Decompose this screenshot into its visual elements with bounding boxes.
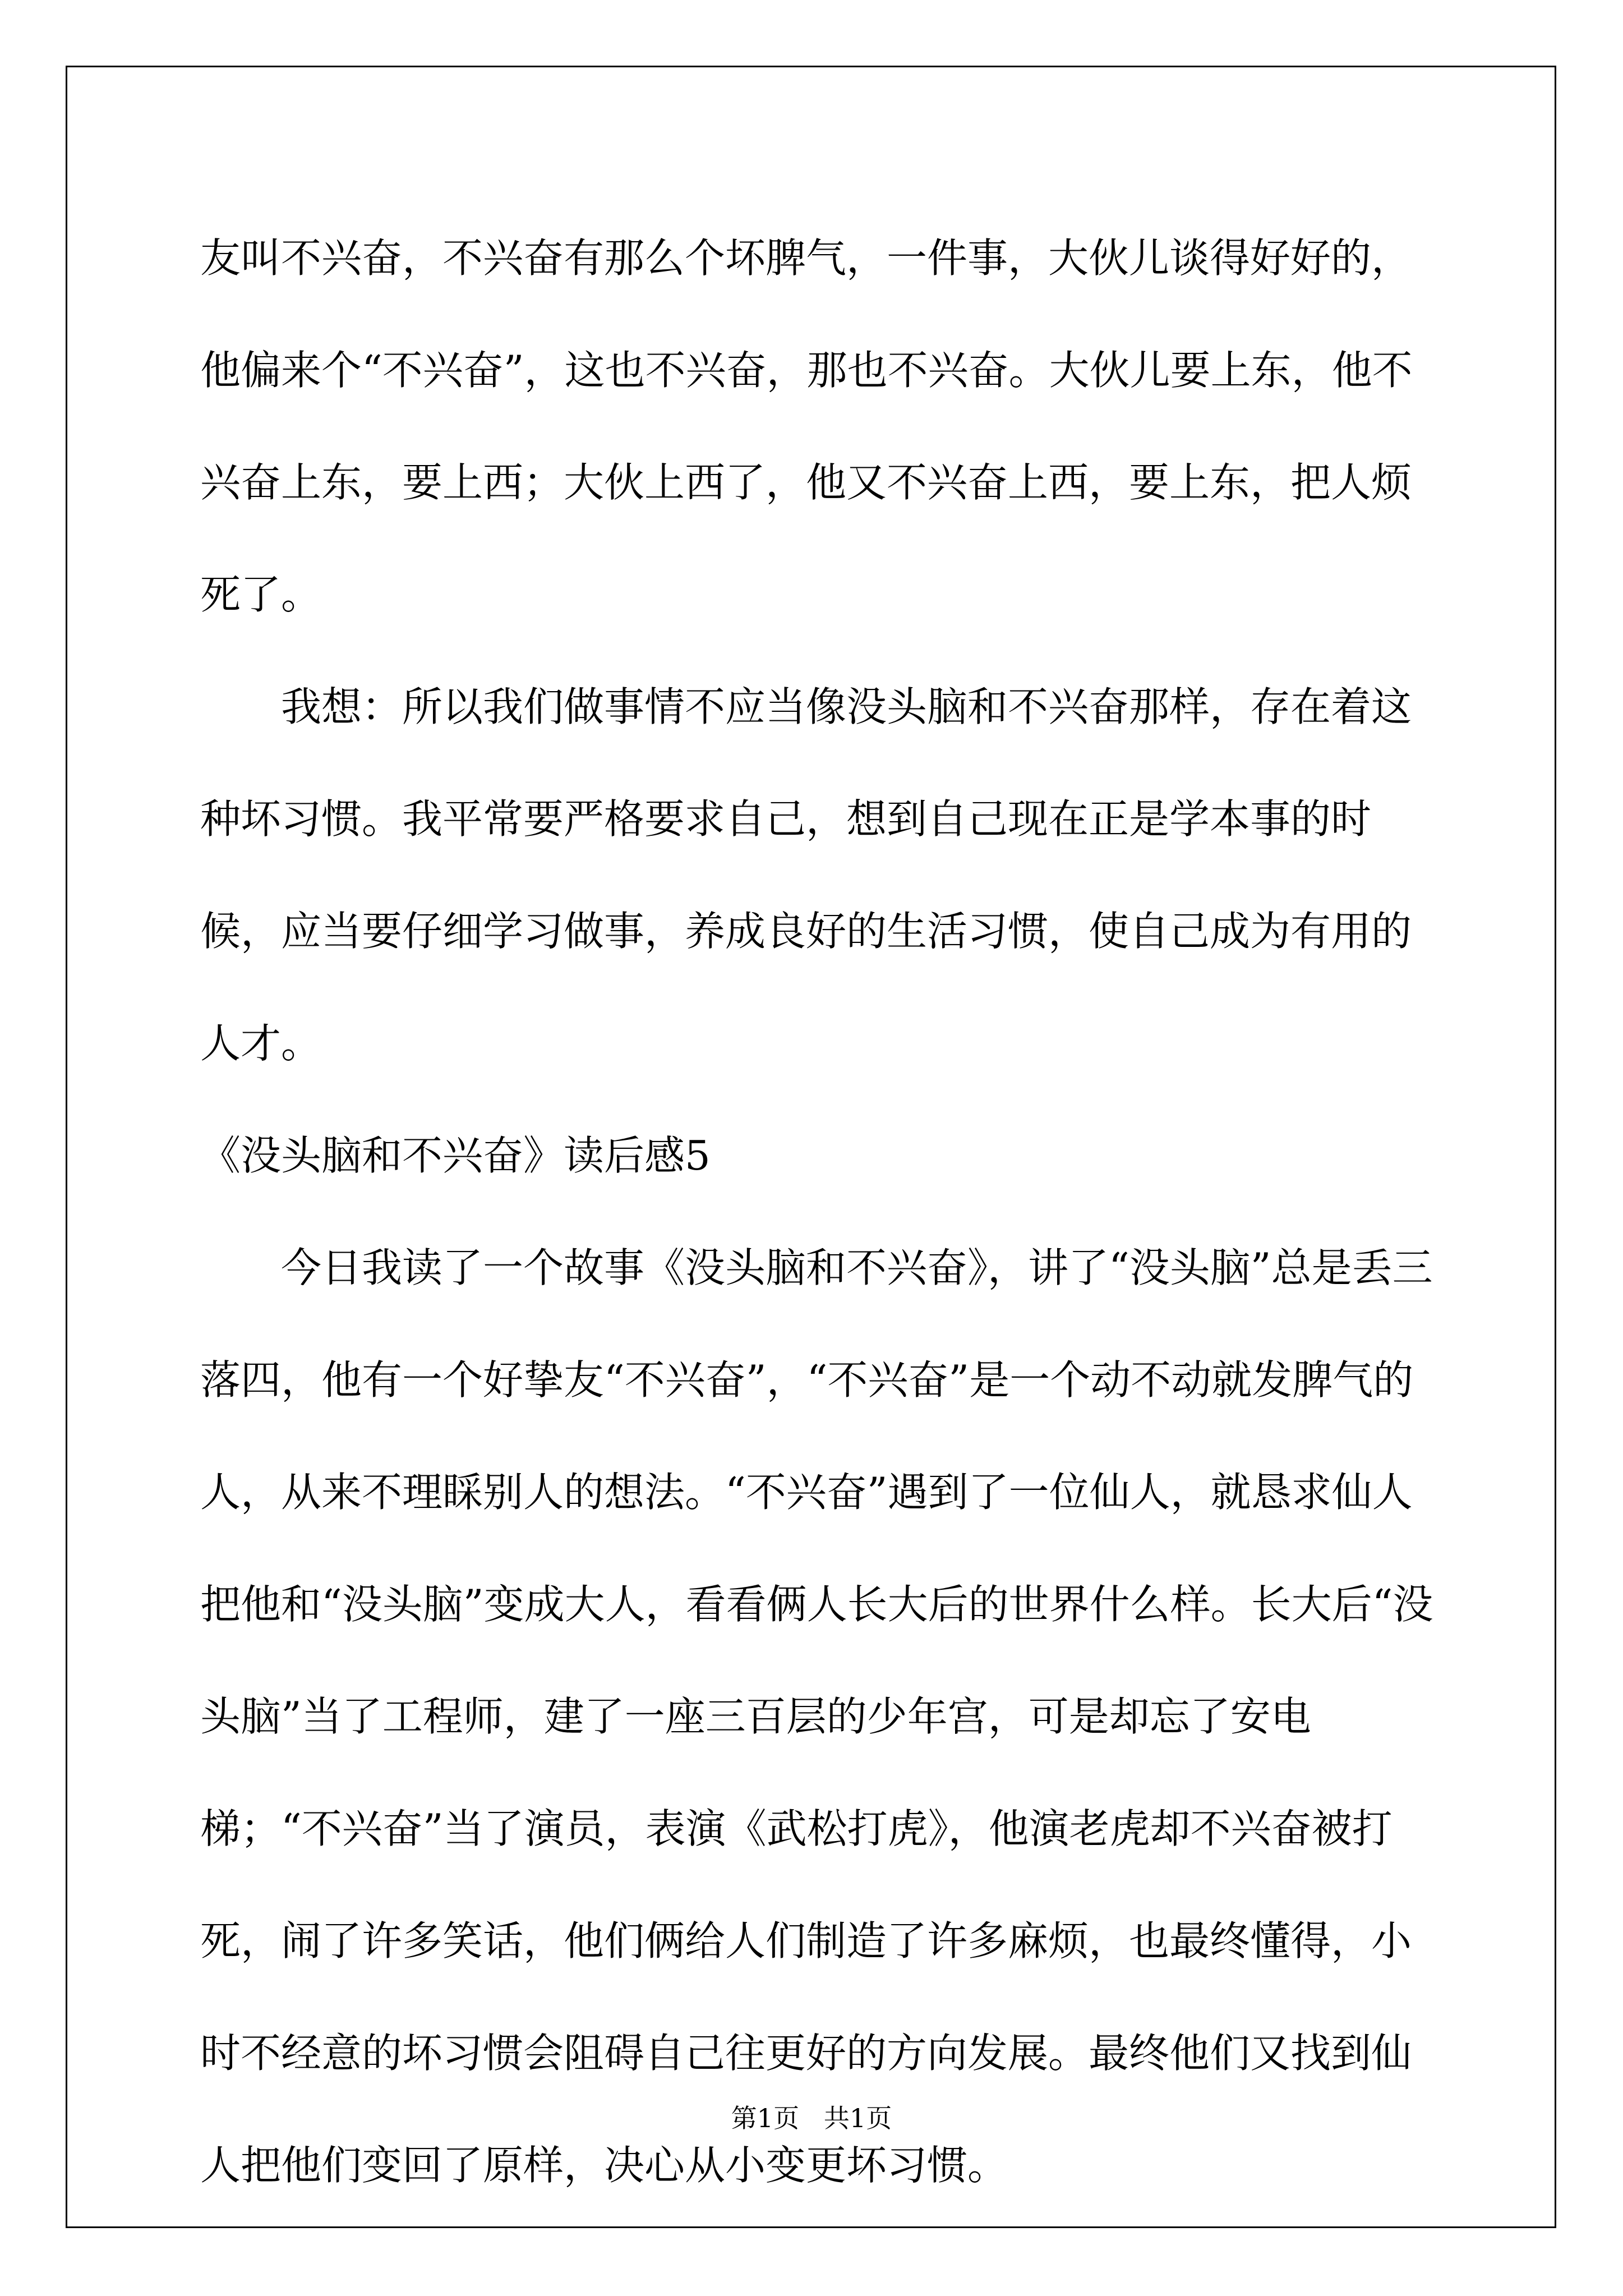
paragraph-reflection: 我想：所以我们做事情不应当像没头脑和不兴奋那样，存在着这种坏习惯。我平常要严格要求自己，想到自己现在正是学本事的时候，应当要仔细学习做事，养成良好的生活习惯，使自己成为有用的人才。 xyxy=(200,683,1412,1067)
paragraph-continuation: 友叫不兴奋，不兴奋有那么个坏脾气，一件事，大伙儿谈得好好的，他偏来个“不兴奋”，这也不兴奋，那也不兴奋。大伙儿要上东，他不兴奋上东，要上西；大伙上西了，他又不兴奋上西，要上东，把人烦死了。 xyxy=(200,234,1413,618)
paragraph-story: 今日我读了一个故事《没头脑和不兴奋》，讲了“没头脑”总是丢三落四，他有一个好挚友“不兴奋”，“不兴奋”是一个动不动就发脾气的人，从来不理睬别人的想法。“不兴奋”遇到了一位仙人，就恳求仙人把他和“没头脑”变成大人，看看俩人长大后的世界什么样。长大后“没头脑”当了工程师，建了一座三百层的少年宫，可是却忘了安电梯；“不兴奋”当了演员，表演《武松打虎》，他演老虎却不兴奋被打死，闹了许多笑话，他们俩给人们制造了许多麻烦，也最终懂得，小时不经意的坏习惯会阻碍自己往更好的方向发展。最终他们又找到仙人把他们变回了原样，决心从小变更坏习惯。 xyxy=(200,1244,1433,2189)
page-footer: 第1页 共1页 xyxy=(731,2103,892,2133)
section-heading: 《没头脑和不兴奋》读后感5 xyxy=(200,1132,711,1179)
document-body xyxy=(200,202,1442,2221)
